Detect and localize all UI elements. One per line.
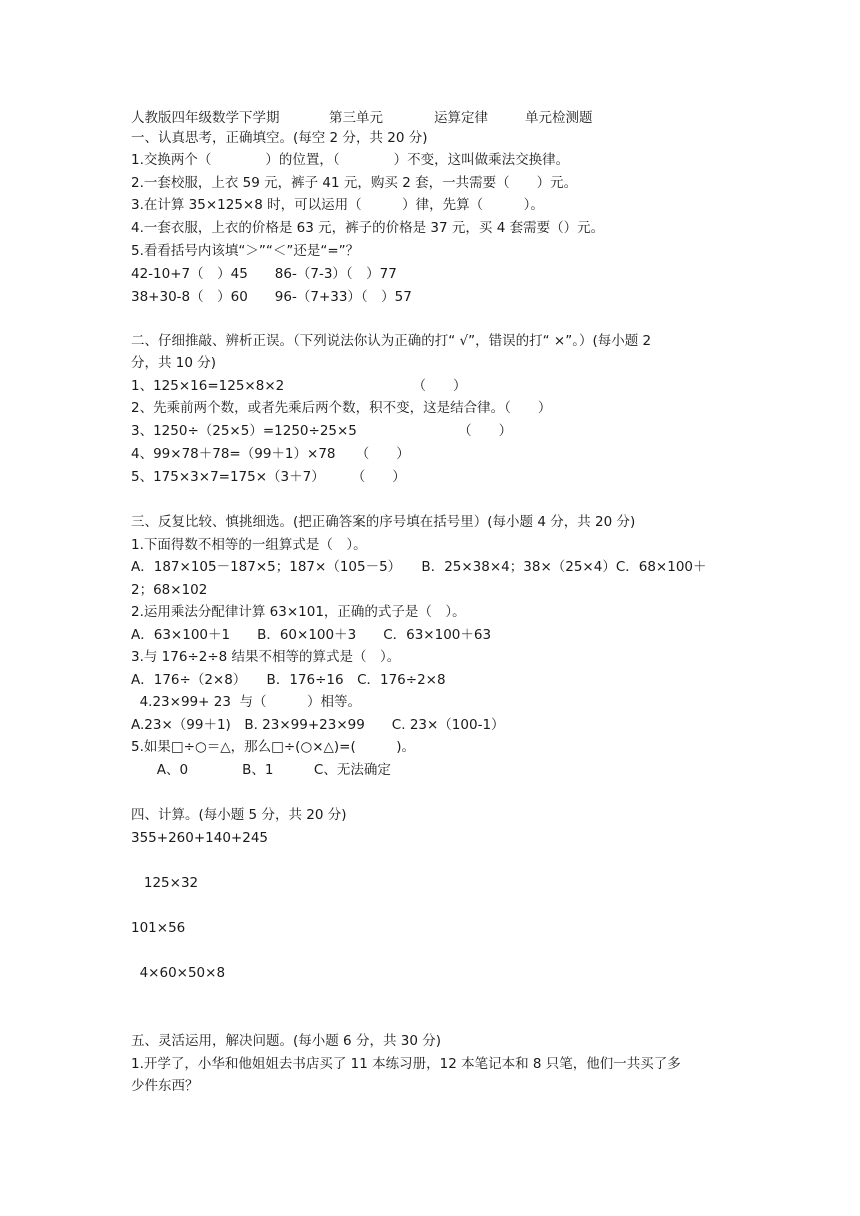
section-3-q3-options: A．176÷（2×8） B．176÷16 C．176÷2×8 <box>131 672 446 688</box>
section-3-q1-options: A．187×105－187×5；187×（105－5） B．25×38×4；38×（25×4）C．68×100＋ <box>131 559 707 575</box>
section-1-item-5: 5.看看括号内该填“＞”“＜”还是“=”？ <box>131 243 360 259</box>
section-4-item-4: 4×60×50×8 <box>131 965 226 981</box>
section-5-heading: 五、灵活运用，解决问题。(每小题 6 分，共 30 分) <box>131 1033 441 1049</box>
section-1-item-1: 1.交换两个（ ）的位置，（ ）不变，这叫做乘法交换律。 <box>131 152 570 168</box>
section-4-item-2: 125×32 <box>131 875 199 891</box>
section-2-item-3: 3、1250÷（25×5）=1250÷25×5 （ ） <box>131 423 513 439</box>
section-2-item-1: 1、125×16=125×8×2 （ ） <box>131 378 467 394</box>
section-3-q5-options: A、0 B、1 C、无法确定 <box>131 762 391 778</box>
title-part-test: 单元检测题 <box>525 110 593 126</box>
section-4-item-1: 355+260+140+245 <box>131 830 269 846</box>
section-1-heading: 一、认真思考，正确填空。(每空 2 分，共 20 分) <box>131 130 428 146</box>
section-3-q1-options-cont: 2；68×102 <box>131 582 208 598</box>
section-3-q4: 4.23×99+ 23 与（ ）相等。 <box>131 694 361 710</box>
section-3-q1: 1.下面得数不相等的一组算式是（ ）。 <box>131 537 367 553</box>
section-3-heading: 三、反复比较、慎挑细选。(把正确答案的序号填在括号里）(每小题 4 分，共 20 分) <box>131 514 636 530</box>
section-3-q3: 3.与 176÷2÷8 结果不相等的算式是（ ）。 <box>131 649 401 665</box>
section-1-compare-row-2: 38+30-8（ ）60 96-（7+33）（ ）57 <box>131 289 412 305</box>
section-2-heading: 二、仔细推敲、辨析正误。（下列说法你认为正确的打“ √”，错误的打“ ×”。）(每小题 2 <box>131 333 652 349</box>
section-2-item-4: 4、99×78＋78=（99＋1）×78 （ ） <box>131 446 410 462</box>
section-1-item-2: 2.一套校服，上衣 59 元，裤子 41 元，购买 2 套，一共需要（ ）元。 <box>131 175 578 191</box>
section-4-item-3: 101×56 <box>131 920 186 936</box>
section-3-q2: 2.运用乘法分配律计算 63×101，正确的式子是（ ）。 <box>131 604 466 620</box>
section-1-compare-row-1: 42-10+7（ ）45 86-（7-3）（ ）77 <box>131 266 397 282</box>
section-3-q2-options: A．63×100＋1 B．60×100＋3 C．63×100＋63 <box>131 627 492 643</box>
title-part-unit: 第三单元 <box>329 110 383 126</box>
section-4-heading: 四、计算。(每小题 5 分，共 20 分) <box>131 807 347 823</box>
section-3-q4-options: A.23×（99＋1) B. 23×99+23×99 C. 23×（100-1） <box>131 717 505 733</box>
section-2-item-5: 5、175×3×7=175×（3＋7） （ ） <box>131 469 406 485</box>
section-2-item-2: 2、先乘前两个数，或者先乘后两个数，积不变，这是结合律。（ ） <box>131 400 552 416</box>
section-1-item-3: 3.在计算 35×125×8 时，可以运用（ ）律，先算（ ）。 <box>131 197 544 213</box>
section-1-item-4: 4.一套衣服，上衣的价格是 63 元，裤子的价格是 37 元，买 4 套需要（）元。 <box>131 220 605 236</box>
section-5-item-1: 1.开学了，小华和他姐姐去书店买了 11 本练习册，12 本笔记本和 8 只笔，他们一共买了多 <box>131 1056 681 1072</box>
title-part-topic: 运算定律 <box>434 110 488 126</box>
title-part-grade: 人教版四年级数学下学期 <box>131 110 280 126</box>
section-3-q5: 5.如果□÷○＝△，那么□÷(○×△)=( )。 <box>131 739 416 755</box>
section-2-heading-cont: 分，共 10 分) <box>131 355 217 371</box>
section-5-item-1-cont: 少件东西？ <box>131 1078 199 1094</box>
